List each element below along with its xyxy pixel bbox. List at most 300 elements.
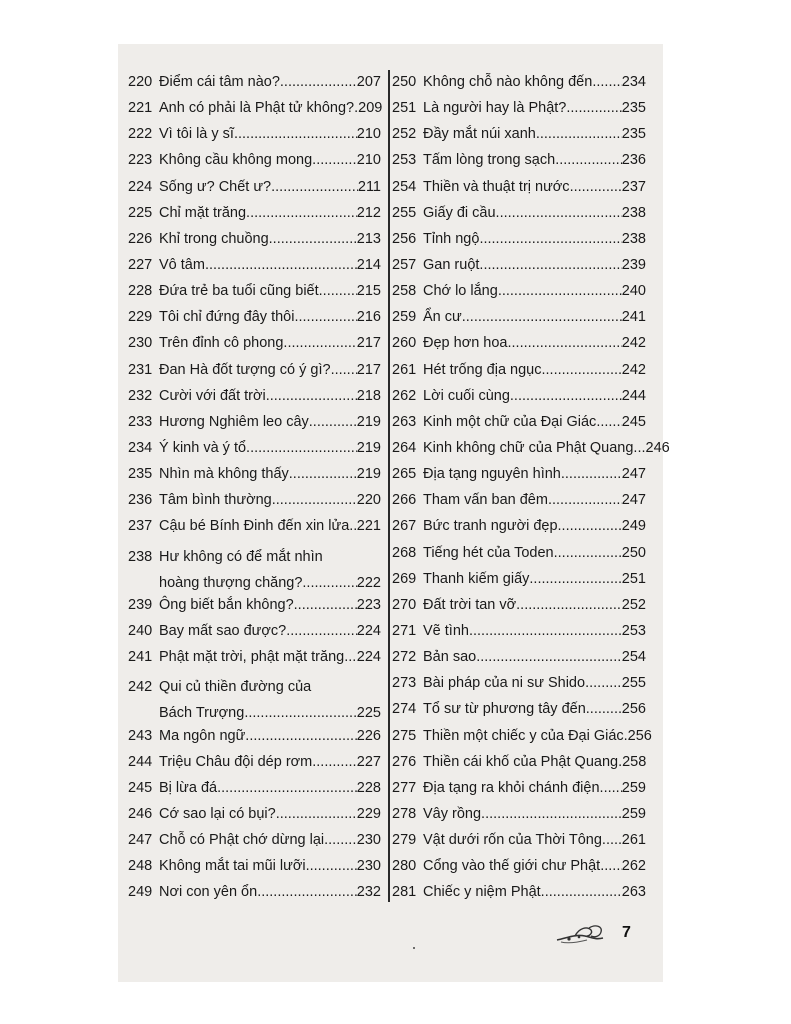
entry-page: 217 — [356, 335, 381, 352]
entry-page: 232 — [356, 884, 381, 901]
entry-number: 274 — [392, 701, 417, 718]
entry-number: 269 — [392, 570, 417, 587]
entry-page: 255 — [621, 675, 646, 692]
toc-entry — [392, 491, 646, 517]
entry-page: 242 — [621, 335, 646, 352]
entry-number: 226 — [128, 230, 153, 247]
entry-page: 247 — [621, 466, 646, 483]
dot-leader — [498, 282, 622, 300]
entry-number: 278 — [392, 805, 417, 822]
dot-leader — [476, 648, 622, 666]
entry-title: Thiền một chiếc y của Đại Giác — [423, 727, 624, 744]
entry-page: 212 — [356, 204, 381, 221]
entry-page: 220 — [356, 492, 381, 509]
entry-title: Phật mặt trời, phật mặt trăng — [159, 649, 345, 666]
entry-title: Sống ư? Chết ư? — [159, 178, 272, 195]
toc-entry — [392, 648, 646, 674]
toc-entry — [128, 491, 381, 517]
toc-entry — [128, 727, 381, 753]
entry-page: 225 — [356, 705, 381, 722]
toc-entry — [392, 753, 646, 779]
entry-number: 247 — [128, 832, 153, 849]
entry-title: Chỗ có Phật chớ dừng lại — [159, 832, 325, 849]
entry-number: 264 — [392, 439, 417, 456]
dot-leader — [481, 805, 622, 823]
entry-number: 273 — [392, 675, 417, 692]
entry-page: 240 — [621, 283, 646, 300]
entry-number: 259 — [392, 309, 417, 326]
entry-page: 249 — [621, 518, 646, 535]
dot-leader — [269, 230, 357, 248]
dot-leader — [289, 465, 357, 483]
dot-leader — [283, 334, 356, 352]
entry-number: 272 — [392, 649, 417, 666]
entry-number: 258 — [392, 283, 417, 300]
entry-page: 230 — [356, 832, 381, 849]
dot-leader — [294, 308, 356, 326]
dot-leader — [585, 674, 622, 692]
entry-page: 254 — [621, 649, 646, 666]
toc-entry — [128, 883, 381, 909]
entry-page: 263 — [621, 884, 646, 901]
dot-leader — [309, 413, 357, 431]
entry-page: 229 — [356, 805, 381, 822]
entry-title: Bay mất sao được? — [159, 622, 287, 639]
entry-number: 257 — [392, 256, 417, 273]
entry-number: 252 — [392, 126, 417, 143]
toc-entry — [128, 831, 381, 857]
entry-page: 210 — [356, 152, 381, 169]
entry-number: 231 — [128, 361, 153, 378]
toc-entry — [128, 648, 381, 674]
entry-number: 222 — [128, 126, 153, 143]
dot-leader — [302, 570, 356, 596]
entry-number: 229 — [128, 309, 153, 326]
entry-title: Đẹp hơn hoa — [423, 335, 508, 352]
toc-entry — [392, 151, 646, 177]
entry-title: Không chỗ nào không đến — [423, 74, 593, 90]
entry-title: Địa tạng nguyên hình — [423, 466, 561, 483]
entry-page: 217 — [356, 361, 381, 378]
entry-number: 261 — [392, 361, 417, 378]
dot-leader — [324, 831, 357, 849]
toc-entry — [392, 73, 646, 99]
entry-page: 250 — [621, 544, 646, 561]
entry-number: 250 — [392, 74, 417, 90]
toc-entry — [128, 230, 381, 256]
dot-leader — [548, 491, 622, 509]
entry-number: 255 — [392, 204, 417, 221]
entry-page: 224 — [356, 649, 381, 666]
dot-leader — [469, 622, 622, 640]
entry-title: Tấm lòng trong sạch — [423, 152, 556, 169]
entry-page: 259 — [621, 805, 646, 822]
toc-entry — [128, 674, 381, 726]
entry-title: Không mắt tai mũi lưỡi — [159, 858, 306, 875]
toc-entry — [392, 570, 646, 596]
entry-title: Vây rồng — [423, 805, 482, 822]
entry-page: 259 — [621, 779, 646, 796]
toc-entry — [128, 517, 381, 543]
entry-page: 244 — [621, 387, 646, 404]
entry-page: 207 — [356, 74, 381, 90]
dot-leader — [349, 517, 357, 535]
entry-number: 270 — [392, 596, 417, 613]
entry-title: Gan ruột — [423, 256, 480, 273]
dot-leader — [561, 465, 622, 483]
entry-number: 238 — [128, 548, 153, 565]
entry-title: Tôi chỉ đứng đây thôi — [159, 309, 295, 326]
entry-number: 263 — [392, 413, 417, 430]
entry-title: Kinh một chữ của Đại Giác — [423, 413, 597, 430]
entry-title: Đất trời tan vỡ — [423, 596, 517, 613]
entry-page: 213 — [356, 230, 381, 247]
dot-leader — [312, 753, 357, 771]
entry-number: 277 — [392, 779, 417, 796]
toc-entry — [128, 256, 381, 282]
entry-page: 251 — [621, 570, 646, 587]
column-divider — [388, 70, 390, 902]
dot-leader — [602, 831, 622, 849]
entry-title: Nơi con yên ổn — [159, 884, 258, 901]
dot-leader — [508, 334, 622, 352]
entry-title: Tổ sư từ phương tây đến — [423, 701, 586, 718]
entry-title: Cổng vào thế giới chư Phật — [423, 858, 601, 875]
entry-page: 234 — [621, 74, 646, 90]
entry-number: 281 — [392, 884, 417, 901]
dot-leader — [555, 151, 622, 169]
entry-number: 221 — [128, 100, 153, 117]
entry-title: Ẩn cư — [423, 309, 462, 326]
entry-page: 239 — [621, 256, 646, 273]
dot-leader — [217, 779, 357, 797]
entry-title: Hét trống địa ngục — [423, 361, 542, 378]
entry-title: Điểm cái tâm nào? — [159, 74, 280, 90]
toc-entry — [392, 517, 646, 543]
dot-leader — [272, 491, 357, 509]
entry-title: Nhìn mà không thấy — [159, 466, 289, 483]
toc-entry — [128, 857, 381, 883]
toc-entry — [128, 779, 381, 805]
dot-leader — [205, 256, 357, 274]
toc-entry — [128, 204, 381, 230]
dot-leader — [566, 99, 621, 117]
entry-number: 220 — [128, 74, 153, 90]
toc-entry — [128, 387, 381, 413]
entry-page: 228 — [356, 779, 381, 796]
entry-number: 279 — [392, 832, 417, 849]
dot-leader — [462, 308, 622, 326]
entry-number: 242 — [128, 679, 153, 696]
toc-entry — [392, 622, 646, 648]
toc-entry — [392, 230, 646, 256]
entry-number: 271 — [392, 622, 417, 639]
entry-page: 216 — [356, 309, 381, 326]
entry-number: 233 — [128, 413, 153, 430]
entry-title: Hư không có để mắt nhìn — [159, 548, 323, 565]
entry-number: 260 — [392, 335, 417, 352]
entry-title: Cười với đất trời — [159, 387, 266, 404]
entry-page: 245 — [621, 413, 646, 430]
toc-entry — [392, 308, 646, 334]
entry-title: Bị lừa đá — [159, 779, 218, 796]
entry-title: Thiền và thuật trị nước — [423, 178, 570, 195]
entry-title: Hương Nghiêm leo cây — [159, 413, 309, 430]
dot-leader — [542, 361, 622, 379]
entry-number: 262 — [392, 387, 417, 404]
toc-entry — [392, 779, 646, 805]
toc-entry — [392, 857, 646, 883]
entry-page: 242 — [621, 361, 646, 378]
entry-page: 214 — [356, 256, 381, 273]
entry-number: 224 — [128, 178, 153, 195]
entry-title: Triệu Châu đội dép rơm — [159, 753, 313, 770]
toc-entry — [128, 622, 381, 648]
entry-page: 235 — [621, 100, 646, 117]
entry-title: Không cầu không mong — [159, 152, 313, 169]
toc-entry — [128, 465, 381, 491]
dot-leader — [496, 204, 622, 222]
entry-number: 237 — [128, 518, 153, 535]
dot-leader — [234, 125, 357, 143]
toc-entry — [392, 256, 646, 282]
toc-entry — [392, 413, 646, 439]
dot-leader — [344, 648, 357, 666]
toc-entry — [392, 727, 652, 753]
entry-page: 256 — [627, 727, 652, 744]
dot-leader — [596, 413, 621, 431]
toc-entry — [392, 334, 646, 360]
entry-number: 244 — [128, 753, 153, 770]
entry-number: 256 — [392, 230, 417, 247]
dot-leader — [280, 73, 357, 91]
dot-leader — [554, 544, 622, 562]
entry-number: 235 — [128, 466, 153, 483]
entry-page: 219 — [356, 413, 381, 430]
entry-title: Lời cuối cùng — [423, 387, 510, 404]
entry-page: 235 — [621, 126, 646, 143]
toc-entry — [128, 439, 381, 465]
entry-title: Đầy mắt núi xanh — [423, 126, 536, 143]
toc-entry — [392, 204, 646, 230]
dot-leader — [592, 73, 621, 91]
dot-leader — [312, 151, 357, 169]
entry-title: Tâm bình thường — [159, 492, 272, 509]
dot-leader — [286, 622, 357, 640]
entry-number: 236 — [128, 492, 153, 509]
page-number: 7 — [622, 924, 631, 941]
entry-page: 219 — [356, 439, 381, 456]
entry-page: 223 — [356, 596, 381, 613]
entry-page: 221 — [356, 518, 381, 535]
entry-number: 280 — [392, 858, 417, 875]
dot-leader — [558, 517, 622, 535]
entry-title: Địa tạng ra khỏi chánh điện — [423, 779, 600, 796]
entry-number: 246 — [128, 805, 153, 822]
dot-leader — [600, 857, 622, 875]
entry-title: Bức tranh người đẹp — [423, 518, 558, 535]
dot-leader — [319, 282, 357, 300]
entry-number: 241 — [128, 649, 153, 666]
toc-right-column — [392, 73, 670, 910]
dot-leader — [245, 727, 357, 745]
dot-leader — [271, 178, 358, 196]
entry-title: Cớ sao lại có bụi? — [159, 805, 276, 822]
entry-page: 258 — [622, 753, 647, 770]
entry-title: Kinh không chữ của Phật Quang.. — [423, 439, 642, 456]
entry-title-continued: Bách Trượng — [159, 705, 245, 722]
toc-entry — [392, 805, 646, 831]
toc-entry — [128, 361, 381, 387]
toc-entry — [128, 753, 381, 779]
entry-page: 215 — [356, 283, 381, 300]
entry-page: 253 — [621, 622, 646, 639]
entry-page: 238 — [621, 204, 646, 221]
entry-title: Là người hay là Phật? — [423, 100, 567, 117]
toc-entry — [392, 178, 646, 204]
entry-page: 256 — [621, 701, 646, 718]
entry-title: Tiếng hét của Toden — [423, 544, 554, 561]
entry-page: 247 — [621, 492, 646, 509]
entry-title: Anh có phải là Phật tử không? — [159, 100, 355, 117]
toc-entry — [128, 125, 381, 151]
entry-page: 211 — [357, 178, 381, 195]
toc-entry — [128, 544, 381, 596]
toc-left-column — [128, 73, 381, 910]
dot-leader — [479, 230, 621, 248]
entry-title: Cậu bé Bính Đinh đến xin lửa — [159, 518, 350, 535]
toc-entry — [128, 805, 381, 831]
entry-title: Thanh kiếm giấy — [423, 570, 530, 587]
toc-entry — [392, 700, 646, 726]
ink-dot — [413, 947, 415, 949]
entry-page: 246 — [645, 439, 670, 456]
entry-page: 222 — [356, 574, 381, 591]
entry-title: Đan Hà đốt tượng có ý gì? — [159, 361, 331, 378]
entry-title: Ý kinh và ý tổ — [159, 439, 247, 456]
toc-entry — [392, 465, 646, 491]
entry-page: 238 — [621, 230, 646, 247]
toc-entry — [392, 596, 646, 622]
toc-entry — [392, 544, 646, 570]
entry-title: Ông biết bắn không? — [159, 596, 294, 613]
entry-number: 266 — [392, 492, 417, 509]
entry-number: 276 — [392, 753, 417, 770]
entry-page: 241 — [621, 309, 646, 326]
entry-title: Chiếc y niệm Phật — [423, 884, 541, 901]
entry-number: 245 — [128, 779, 153, 796]
entry-title: Tỉnh ngộ — [423, 230, 480, 247]
toc-entry — [392, 439, 670, 465]
entry-page: 218 — [356, 387, 381, 404]
entry-title: Chớ lo lắng — [423, 283, 498, 300]
entry-page: 230 — [356, 858, 381, 875]
toc-entry — [392, 125, 646, 151]
toc-entry — [392, 883, 646, 909]
entry-number: 275 — [392, 727, 417, 744]
entry-title: Trên đỉnh cô phong — [159, 335, 284, 352]
dot-leader — [244, 700, 356, 726]
entry-title: Đứa trẻ ba tuổi cũng biết — [159, 283, 319, 300]
toc-entry — [128, 596, 381, 622]
dot-leader — [541, 883, 622, 901]
toc-entry — [392, 831, 646, 857]
toc-entry — [392, 99, 646, 125]
entry-number: 232 — [128, 387, 153, 404]
entry-page: 237 — [621, 178, 646, 195]
entry-page: 209 — [358, 100, 383, 117]
dot-leader — [536, 125, 622, 143]
entry-title: Chỉ mặt trăng — [159, 204, 247, 221]
entry-title-continued: hoàng thượng chăng? — [159, 574, 303, 591]
entry-number: 248 — [128, 858, 153, 875]
dot-leader — [510, 387, 622, 405]
dot-leader — [516, 596, 622, 614]
dot-leader — [331, 361, 357, 379]
entry-page: 252 — [621, 596, 646, 613]
entry-number: 234 — [128, 439, 153, 456]
entry-title: Ma ngôn ngữ — [159, 727, 246, 744]
entry-page: 210 — [356, 126, 381, 143]
entry-page: 261 — [621, 832, 646, 849]
entry-title: Thiền cái khố của Phật Quang — [423, 753, 619, 770]
entry-page: 262 — [621, 858, 646, 875]
entry-page: 227 — [356, 753, 381, 770]
entry-title: Bản sao — [423, 649, 477, 666]
toc-entry — [128, 413, 381, 439]
dot-leader — [276, 805, 357, 823]
entry-title: Bài pháp của ni sư Shido — [423, 675, 586, 692]
dot-leader — [586, 700, 622, 718]
entry-page: 224 — [356, 622, 381, 639]
toc-entry — [392, 361, 646, 387]
entry-title: Tham vấn ban đêm — [423, 492, 548, 509]
dot-leader — [479, 256, 621, 274]
entry-number: 249 — [128, 884, 153, 901]
dot-leader — [266, 387, 357, 405]
entry-number: 228 — [128, 283, 153, 300]
toc-entry — [128, 282, 381, 308]
entry-number: 254 — [392, 178, 417, 195]
entry-title: Giấy đi cầu — [423, 204, 496, 221]
toc-entry — [392, 387, 646, 413]
dot-leader — [246, 204, 357, 222]
toc-entry — [128, 334, 381, 360]
entry-number: 240 — [128, 622, 153, 639]
entry-number: 225 — [128, 204, 153, 221]
entry-number: 265 — [392, 466, 417, 483]
entry-number: 268 — [392, 544, 417, 561]
toc-entry — [128, 73, 381, 99]
toc-entry — [392, 282, 646, 308]
entry-title: Vô tâm — [159, 256, 205, 273]
entry-number: 230 — [128, 335, 153, 352]
entry-title: Vật dưới rốn của Thời Tông — [423, 832, 602, 849]
entry-title: Khỉ trong chuồng — [159, 230, 269, 247]
dot-leader — [257, 883, 357, 901]
entry-page: 226 — [356, 727, 381, 744]
dot-leader — [600, 779, 622, 797]
dot-leader — [294, 596, 357, 614]
dot-leader — [246, 439, 357, 457]
entry-number: 223 — [128, 152, 153, 169]
toc-entry — [392, 674, 646, 700]
entry-title: Vẽ tình — [423, 622, 469, 639]
entry-number: 227 — [128, 256, 153, 273]
entry-page: 219 — [356, 466, 381, 483]
toc-entry — [128, 151, 381, 177]
entry-number: 239 — [128, 596, 153, 613]
